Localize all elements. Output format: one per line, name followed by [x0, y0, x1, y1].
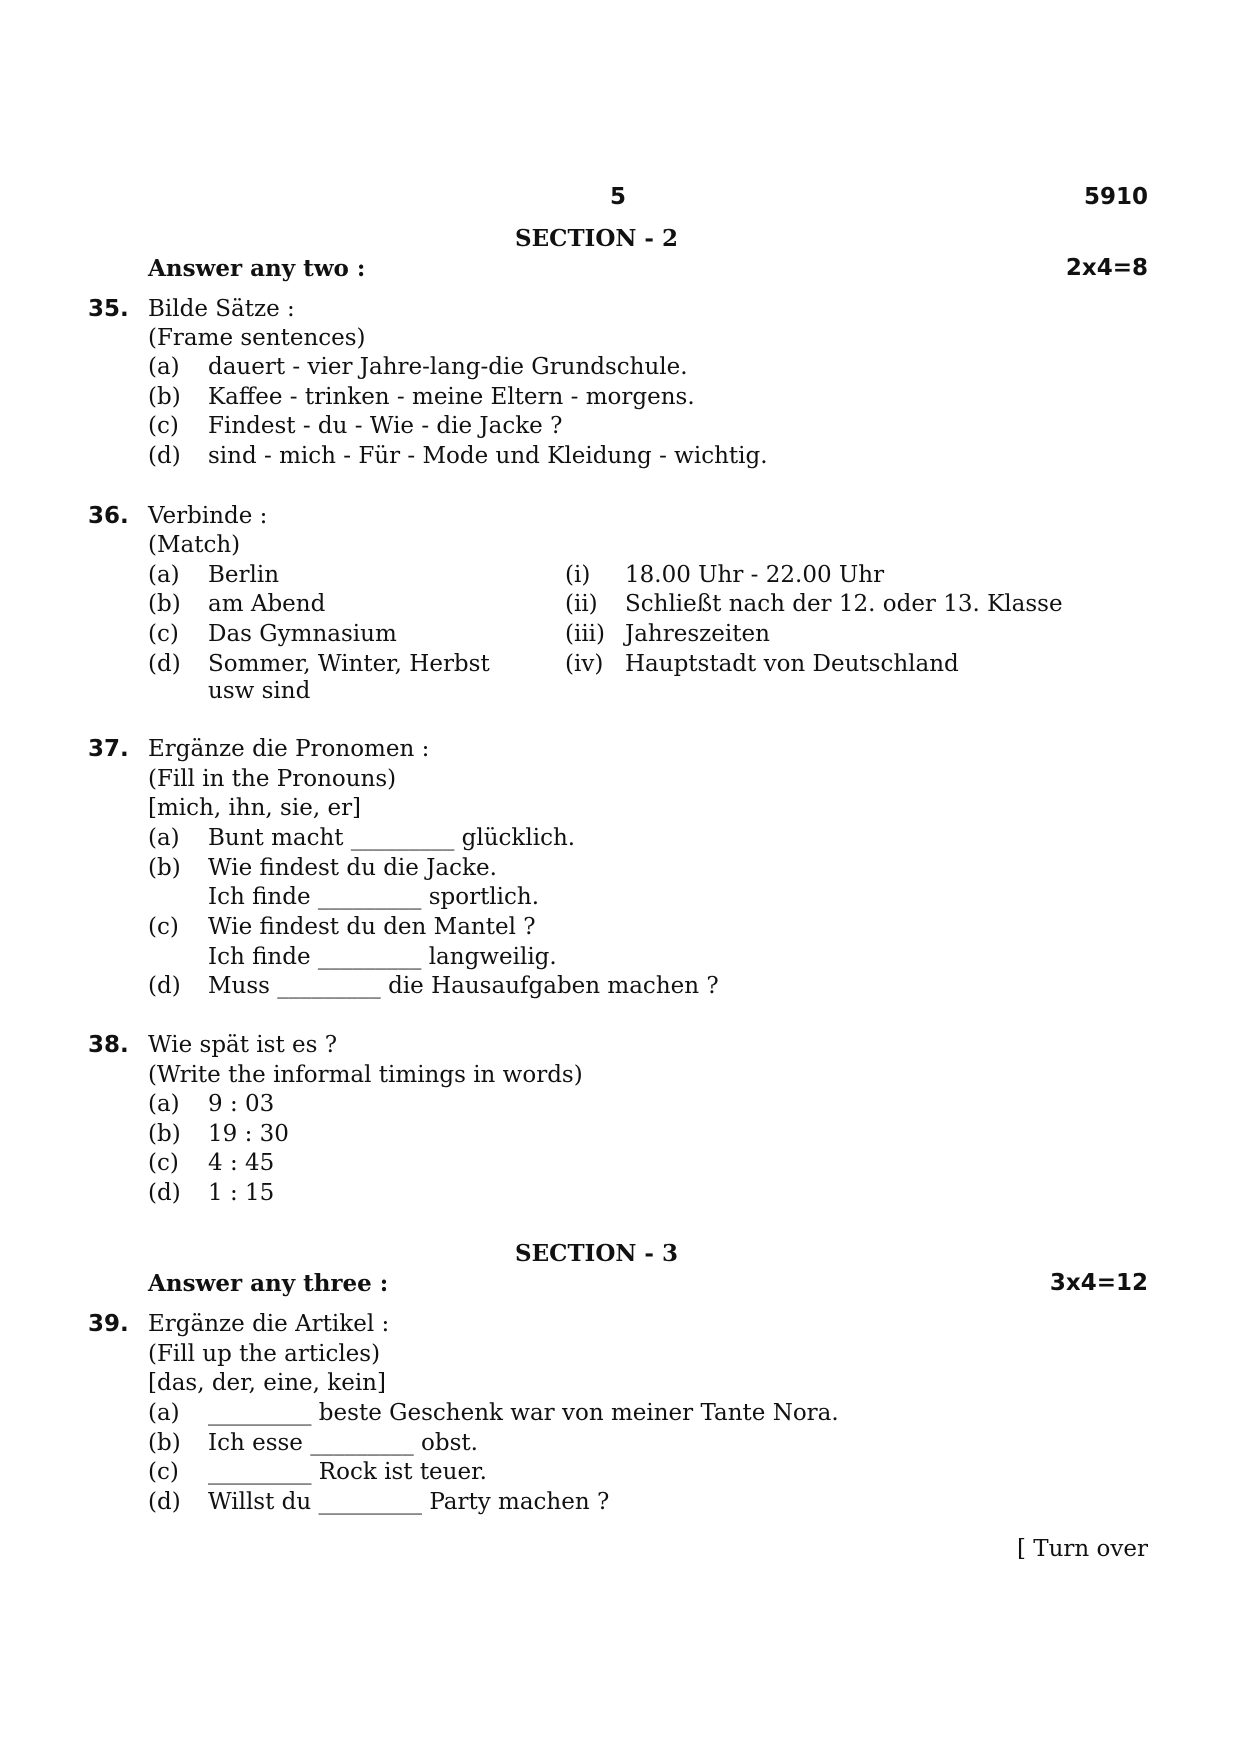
item-label: (d): [148, 973, 181, 999]
section-3-instruction: Answer any three :: [148, 1270, 389, 1297]
match-left-label: (d): [148, 651, 181, 677]
item-text: dauert - vier Jahre-lang-die Grundschule.: [208, 354, 688, 380]
item-label: (c): [148, 1150, 179, 1176]
section-2-title: SECTION - 2: [515, 225, 678, 252]
item-label: (c): [148, 1459, 179, 1485]
section-3-title: SECTION - 3: [515, 1240, 678, 1267]
item-text: Wie findest du die Jacke.: [208, 855, 497, 881]
item-text: Ich esse _________ obst.: [208, 1430, 478, 1456]
match-right-label: (iii): [565, 621, 606, 647]
question-options: [das, der, eine, kein]: [148, 1370, 386, 1396]
item-text: Bunt macht _________ glücklich.: [208, 825, 576, 851]
item-text: _________ Rock ist teuer.: [208, 1459, 487, 1485]
match-right-label: (iv): [565, 651, 604, 677]
item-label: (b): [148, 1121, 181, 1147]
match-right-label: (ii): [565, 591, 598, 617]
item-text: Kaffee - trinken - meine Eltern - morgens.: [208, 384, 695, 410]
question-title: Ergänze die Pronomen :: [148, 736, 430, 762]
item-label: (b): [148, 855, 181, 881]
turn-over-note: [ Turn over: [1016, 1536, 1148, 1562]
item-text: _________ beste Geschenk war von meiner Tante Nora.: [208, 1400, 839, 1426]
item-label: (b): [148, 384, 181, 410]
match-right-text: Schließt nach der 12. oder 13. Klasse: [625, 591, 1063, 617]
match-left-label: (b): [148, 591, 181, 617]
question-title: Bilde Sätze :: [148, 296, 295, 322]
item-text: Muss _________ die Hausaufgaben machen ?: [208, 973, 719, 999]
match-left-text: Sommer, Winter, Herbst: [208, 651, 490, 677]
question-title: Verbinde :: [148, 503, 268, 529]
question-subtitle: (Fill in the Pronouns): [148, 766, 397, 792]
match-right-text: Jahreszeiten: [625, 621, 770, 647]
match-right-text: 18.00 Uhr - 22.00 Uhr: [625, 562, 885, 588]
section-3-marks: 3x4=12: [1049, 1270, 1148, 1296]
item-label: (a): [148, 825, 180, 851]
match-left-label: (a): [148, 562, 180, 588]
question-options: [mich, ihn, sie, er]: [148, 795, 362, 821]
question-title: Ergänze die Artikel :: [148, 1311, 390, 1337]
question-number: 35.: [88, 296, 129, 322]
question-subtitle: (Match): [148, 532, 241, 558]
item-label: (d): [148, 1180, 181, 1206]
item-label: (c): [148, 413, 179, 439]
question-subtitle: (Write the informal timings in words): [148, 1062, 583, 1088]
match-left-text: Berlin: [208, 562, 280, 588]
item-text: Wie findest du den Mantel ?: [208, 914, 536, 940]
item-label: (a): [148, 1091, 180, 1117]
item-text: sind - mich - Für - Mode und Kleidung - wichtig.: [208, 443, 768, 469]
item-label: (b): [148, 1430, 181, 1456]
match-left-label: (c): [148, 621, 179, 647]
item-text-continued: Ich finde _________ sportlich.: [208, 884, 540, 910]
paper-code: 5910: [1083, 184, 1148, 210]
item-text: 4 : 45: [208, 1150, 275, 1176]
section-2-marks: 2x4=8: [1065, 255, 1148, 281]
item-text: Willst du _________ Party machen ?: [208, 1489, 610, 1515]
item-label: (d): [148, 1489, 181, 1515]
section-2-instruction: Answer any two :: [148, 255, 366, 282]
match-left-text-continued: usw sind: [208, 678, 311, 704]
match-right-text: Hauptstadt von Deutschland: [625, 651, 959, 677]
item-text: 1 : 15: [208, 1180, 275, 1206]
item-text: 19 : 30: [208, 1121, 289, 1147]
item-label: (a): [148, 1400, 180, 1426]
item-label: (a): [148, 354, 180, 380]
item-text-continued: Ich finde _________ langweilig.: [208, 944, 557, 970]
question-subtitle: (Frame sentences): [148, 325, 366, 351]
item-text: Findest - du - Wie - die Jacke ?: [208, 413, 563, 439]
match-left-text: am Abend: [208, 591, 326, 617]
match-left-text: Das Gymnasium: [208, 621, 397, 647]
page-number: 5: [610, 184, 627, 210]
question-number: 37.: [88, 736, 129, 762]
question-subtitle: (Fill up the articles): [148, 1341, 381, 1367]
item-text: 9 : 03: [208, 1091, 275, 1117]
question-number: 38.: [88, 1032, 129, 1058]
question-title: Wie spät ist es ?: [148, 1032, 338, 1058]
match-right-label: (i): [565, 562, 591, 588]
question-number: 36.: [88, 503, 129, 529]
item-label: (c): [148, 914, 179, 940]
item-label: (d): [148, 443, 181, 469]
question-number: 39.: [88, 1311, 129, 1337]
